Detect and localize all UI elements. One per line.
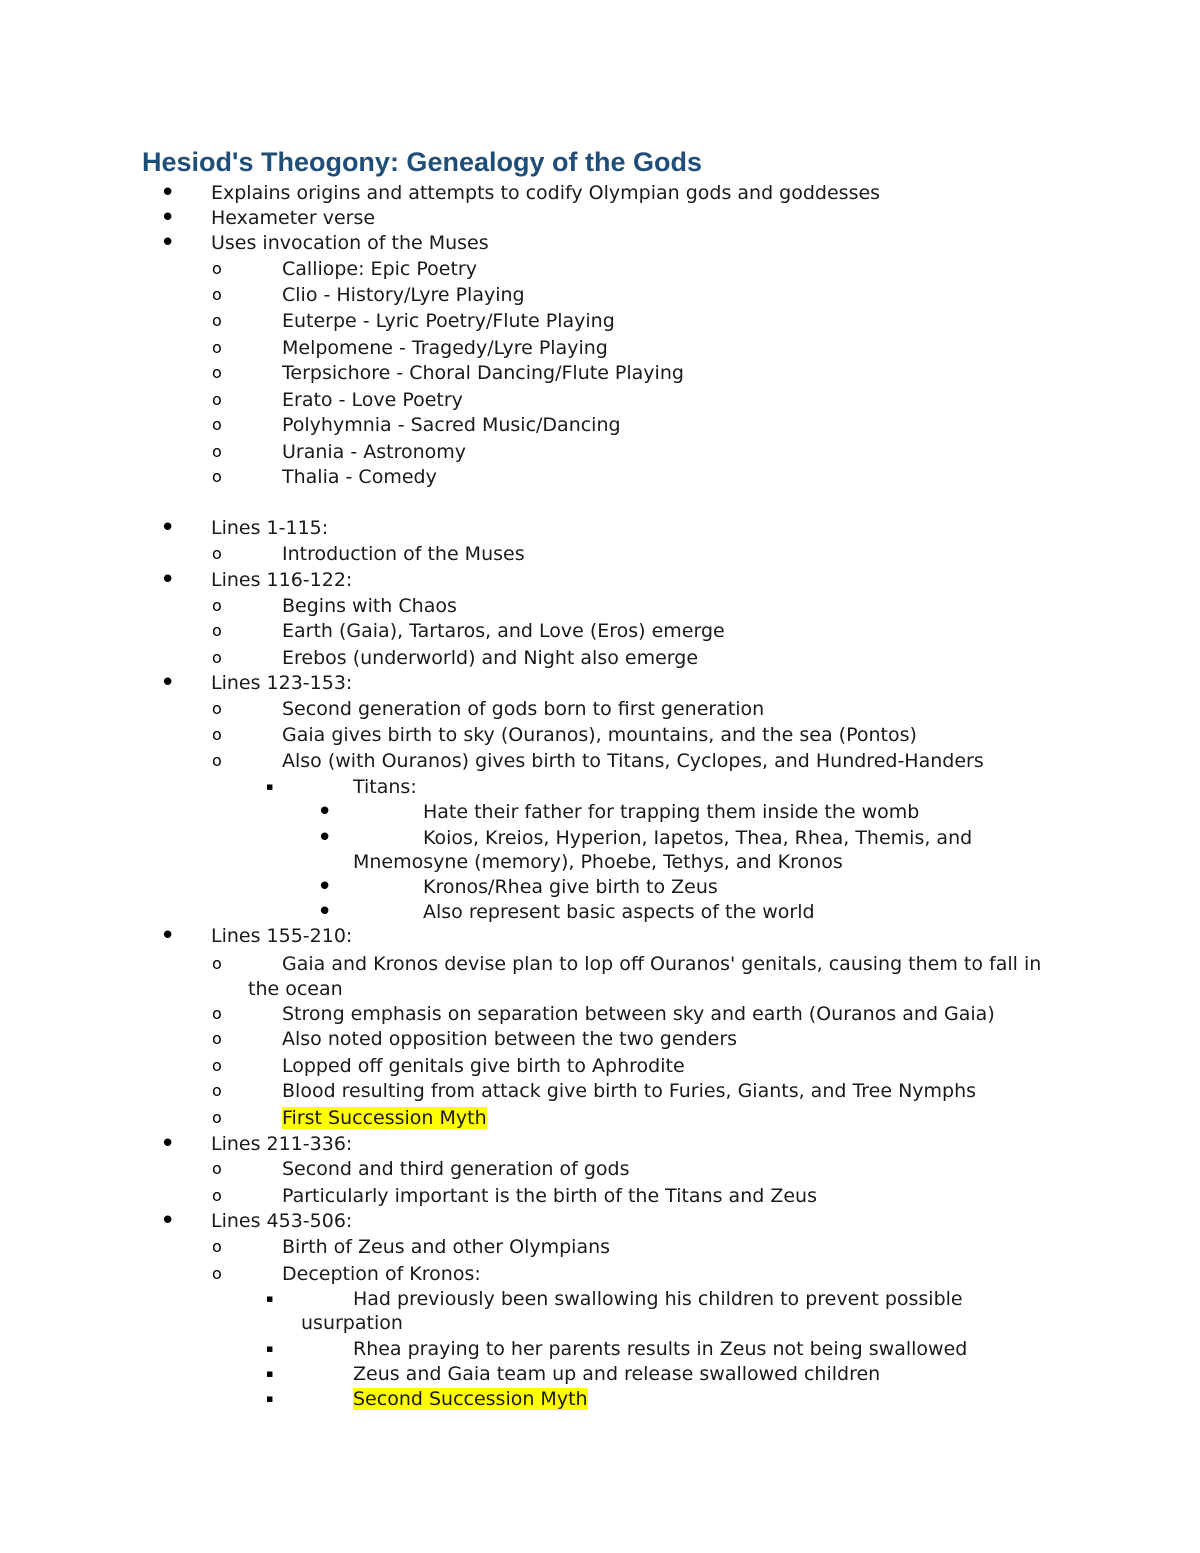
outline-item: Lines 116-122: bbox=[211, 569, 353, 591]
circle-marker: o bbox=[212, 544, 222, 563]
outline-item: Lines 123-153: bbox=[211, 672, 353, 694]
outline-item: Hexameter verse bbox=[211, 207, 376, 229]
outline-item: Erebos (underworld) and Night also emerge bbox=[282, 647, 699, 669]
circle-marker: o bbox=[212, 259, 222, 278]
square-marker: ▪ bbox=[266, 1342, 274, 1355]
outline-item: Euterpe - Lyric Poetry/Flute Playing bbox=[282, 310, 615, 332]
circle-marker: o bbox=[212, 699, 222, 718]
outline-item: Introduction of the Muses bbox=[282, 543, 525, 565]
outline-item: Earth (Gaia), Tartaros, and Love (Eros) emerge bbox=[282, 620, 725, 642]
outline-item: Second generation of gods born to first generation bbox=[282, 698, 765, 720]
outline-item: Gaia and Kronos devise plan to lop off Ouranos' genitals, causing them to fall in bbox=[282, 953, 1042, 975]
bullet-marker: • bbox=[160, 1206, 176, 1236]
outline-item: Erato - Love Poetry bbox=[282, 389, 463, 411]
outline-item: Explains origins and attempts to codify Olympian gods and goddesses bbox=[211, 182, 881, 204]
bullet-marker: • bbox=[317, 797, 333, 827]
bullet-marker: • bbox=[160, 203, 176, 233]
bullet-marker: • bbox=[160, 228, 176, 258]
outline-item: usurpation bbox=[301, 1312, 403, 1334]
bullet-marker: • bbox=[160, 668, 176, 698]
outline-item: Terpsichore - Choral Dancing/Flute Playing bbox=[282, 362, 684, 384]
circle-marker: o bbox=[212, 954, 222, 973]
circle-marker: o bbox=[212, 390, 222, 409]
square-marker: ▪ bbox=[266, 1392, 274, 1405]
outline-item: First Succession Myth bbox=[282, 1107, 487, 1129]
outline-item: Clio - History/Lyre Playing bbox=[282, 284, 525, 306]
outline-item: Urania - Astronomy bbox=[282, 441, 467, 463]
outline-item: Uses invocation of the Muses bbox=[211, 232, 489, 254]
bullet-marker: • bbox=[160, 178, 176, 208]
document-title: Hesiod's Theogony: Genealogy of the Gods bbox=[142, 147, 702, 177]
outline-item: Calliope: Epic Poetry bbox=[282, 258, 477, 280]
outline-item: Birth of Zeus and other Olympians bbox=[282, 1236, 611, 1258]
circle-marker: o bbox=[212, 1029, 222, 1048]
circle-marker: o bbox=[212, 596, 222, 615]
circle-marker: o bbox=[212, 751, 222, 770]
outline-item: Lines 453-506: bbox=[211, 1210, 353, 1232]
outline-item: Hate their father for trapping them inside the womb bbox=[423, 801, 920, 823]
outline-item: Blood resulting from attack give birth to Furies, Giants, and Tree Nymphs bbox=[282, 1080, 977, 1102]
outline-item: Lopped off genitals give birth to Aphrodite bbox=[282, 1055, 685, 1077]
bullet-marker: • bbox=[160, 921, 176, 951]
outline-item: Lines 211-336: bbox=[211, 1133, 353, 1155]
outline-item: Particularly important is the birth of the Titans and Zeus bbox=[282, 1185, 817, 1207]
outline-item: Kronos/Rhea give birth to Zeus bbox=[423, 876, 718, 898]
square-marker: ▪ bbox=[266, 1292, 274, 1305]
bullet-marker: • bbox=[317, 823, 333, 853]
outline-item: Rhea praying to her parents results in Zeus not being swallowed bbox=[353, 1338, 968, 1360]
bullet-marker: • bbox=[317, 872, 333, 902]
outline-item: Titans: bbox=[353, 776, 417, 798]
outline-item: Also (with Ouranos) gives birth to Titans, Cyclopes, and Hundred-Handers bbox=[282, 750, 984, 772]
outline-item: Had previously been swallowing his children to prevent possible bbox=[353, 1288, 963, 1310]
circle-marker: o bbox=[212, 338, 222, 357]
outline-item: Also represent basic aspects of the world bbox=[423, 901, 815, 923]
outline-item: Lines 1-115: bbox=[211, 517, 329, 539]
circle-marker: o bbox=[212, 1237, 222, 1256]
circle-marker: o bbox=[212, 1004, 222, 1023]
square-marker: ▪ bbox=[266, 780, 274, 793]
outline-item: Gaia gives birth to sky (Ouranos), mountains, and the sea (Pontos) bbox=[282, 724, 917, 746]
bullet-marker: • bbox=[160, 565, 176, 595]
circle-marker: o bbox=[212, 285, 222, 304]
outline-item: Melpomene - Tragedy/Lyre Playing bbox=[282, 337, 608, 359]
circle-marker: o bbox=[212, 415, 222, 434]
circle-marker: o bbox=[212, 1186, 222, 1205]
outline-item: Also noted opposition between the two genders bbox=[282, 1028, 738, 1050]
circle-marker: o bbox=[212, 1081, 222, 1100]
outline-item: the ocean bbox=[248, 978, 343, 1000]
circle-marker: o bbox=[212, 621, 222, 640]
circle-marker: o bbox=[212, 648, 222, 667]
square-marker: ▪ bbox=[266, 1367, 274, 1380]
circle-marker: o bbox=[212, 467, 222, 486]
outline-item: Begins with Chaos bbox=[282, 595, 457, 617]
outline-item: Zeus and Gaia team up and release swallowed children bbox=[353, 1363, 881, 1385]
outline-item: Second Succession Myth bbox=[353, 1388, 588, 1410]
circle-marker: o bbox=[212, 311, 222, 330]
outline-item: Deception of Kronos: bbox=[282, 1263, 481, 1285]
circle-marker: o bbox=[212, 363, 222, 382]
circle-marker: o bbox=[212, 1264, 222, 1283]
outline-item: Mnemosyne (memory), Phoebe, Tethys, and Kronos bbox=[353, 851, 843, 873]
circle-marker: o bbox=[212, 1056, 222, 1075]
bullet-marker: • bbox=[317, 897, 333, 927]
outline-item: Thalia - Comedy bbox=[282, 466, 437, 488]
circle-marker: o bbox=[212, 725, 222, 744]
outline-item: Lines 155-210: bbox=[211, 925, 353, 947]
circle-marker: o bbox=[212, 1159, 222, 1178]
outline-item: Strong emphasis on separation between sky and earth (Ouranos and Gaia) bbox=[282, 1003, 995, 1025]
circle-marker: o bbox=[212, 442, 222, 461]
outline-item: Second and third generation of gods bbox=[282, 1158, 630, 1180]
outline-item: Polyhymnia - Sacred Music/Dancing bbox=[282, 414, 621, 436]
bullet-marker: • bbox=[160, 513, 176, 543]
bullet-marker: • bbox=[160, 1129, 176, 1159]
circle-marker: o bbox=[212, 1108, 222, 1127]
outline-item: Koios, Kreios, Hyperion, Iapetos, Thea, Rhea, Themis, and bbox=[423, 827, 973, 849]
